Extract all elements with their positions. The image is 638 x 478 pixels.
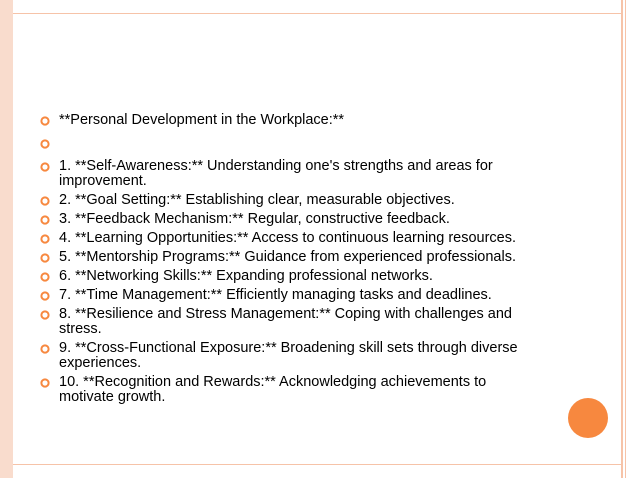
slide-bullet-list <box>40 113 540 409</box>
bullet-text: 9. **Cross-Functional Exposure:** Broadening skill sets through diverse experiences. <box>59 340 518 371</box>
hollow-circle-icon <box>40 136 50 151</box>
bullet-item-10 <box>40 375 540 405</box>
bullet-item-4 <box>40 231 540 246</box>
bullet-text: 2. **Goal Setting:** Establishing clear, measurable objectives. <box>59 192 455 208</box>
hollow-circle-icon <box>40 159 50 174</box>
bullet-item-1 <box>40 159 540 189</box>
bullet-text: 6. **Networking Skills:** Expanding professional networks. <box>59 268 433 284</box>
bullet-item-heading <box>40 113 540 128</box>
bottom-border-line <box>13 464 623 465</box>
orange-circle-decoration <box>568 398 608 438</box>
bullet-item-8 <box>40 307 540 337</box>
hollow-circle-icon <box>40 341 50 356</box>
hollow-circle-icon <box>40 288 50 303</box>
right-border-line-outer <box>621 0 623 478</box>
bullet-text: 3. **Feedback Mechanism:** Regular, constructive feedback. <box>59 211 450 227</box>
bullet-item-9 <box>40 341 540 371</box>
right-border-line-inner <box>625 0 626 478</box>
hollow-circle-icon <box>40 193 50 208</box>
bullet-text: 7. **Time Management:** Efficiently managing tasks and deadlines. <box>59 287 492 303</box>
bullet-item-2 <box>40 193 540 208</box>
left-decorative-stripe <box>0 0 13 478</box>
bullet-text: 10. **Recognition and Rewards:** Acknowledging achievements to motivate growth. <box>59 374 487 405</box>
bullet-text: **Personal Development in the Workplace:** <box>59 112 345 128</box>
bullet-item-6 <box>40 269 540 284</box>
bullet-item-empty <box>40 136 540 151</box>
bullet-text: 1. **Self-Awareness:** Understanding one's strengths and areas for improvement. <box>59 158 493 189</box>
top-border-line <box>13 13 623 14</box>
hollow-circle-icon <box>40 250 50 265</box>
hollow-circle-icon <box>40 375 50 390</box>
bullet-text: 4. **Learning Opportunities:** Access to continuous learning resources. <box>59 230 517 246</box>
bullet-item-7 <box>40 288 540 303</box>
hollow-circle-icon <box>40 231 50 246</box>
hollow-circle-icon <box>40 212 50 227</box>
hollow-circle-icon <box>40 113 50 128</box>
hollow-circle-icon <box>40 307 50 322</box>
bullet-item-5 <box>40 250 540 265</box>
bullet-text: 8. **Resilience and Stress Management:** Coping with challenges and stress. <box>59 306 512 337</box>
bullet-item-3 <box>40 212 540 227</box>
hollow-circle-icon <box>40 269 50 284</box>
bullet-text: 5. **Mentorship Programs:** Guidance from experienced professionals. <box>59 249 516 265</box>
